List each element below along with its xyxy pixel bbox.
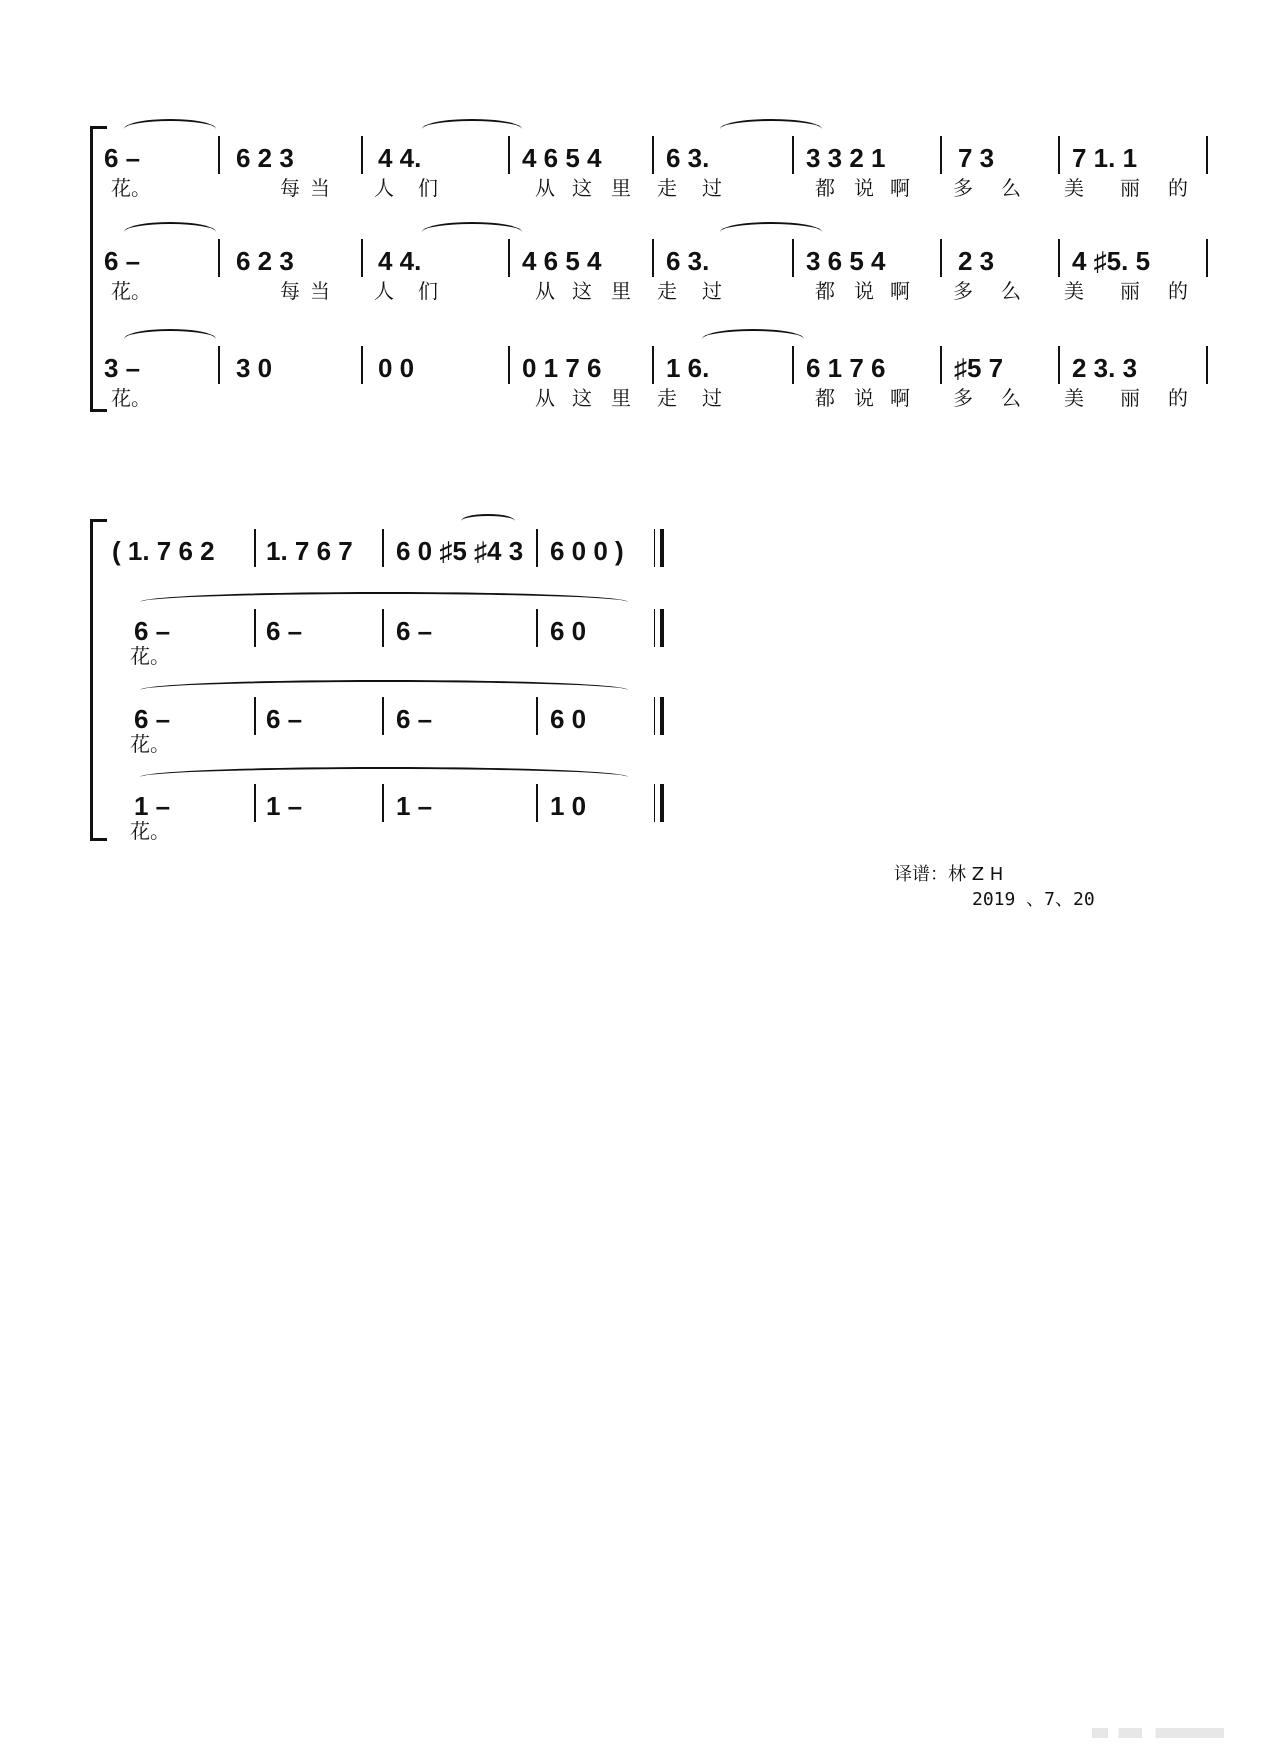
measure: 6 – [266, 616, 303, 646]
lyric-syllable: 里 [611, 386, 631, 410]
lyric-syllable: 啊 [890, 386, 910, 410]
lyric-syllable: 这 [572, 386, 592, 410]
lyric-syllable: 美 [1064, 176, 1084, 200]
barline [1206, 136, 1208, 174]
measure: 6 2 3 [236, 246, 294, 276]
lyric-syllable: 里 [611, 176, 631, 200]
lyric-syllable: 说 [854, 386, 874, 410]
lyric-syllable: 么 [1001, 279, 1021, 303]
measure: 6 – [266, 704, 303, 734]
slur-mark [124, 222, 216, 242]
measure: 3 3 2 1 [806, 143, 886, 173]
staff-3 [0, 322, 1272, 412]
lyric-syllable: 过 [702, 386, 722, 410]
lyric-syllable: 的 [1168, 176, 1188, 200]
barline [382, 697, 384, 735]
barline [1058, 346, 1060, 384]
barline [218, 239, 220, 277]
lyric-syllable: 过 [702, 279, 722, 303]
tie-mark [140, 592, 628, 612]
lyric-syllable: 走 [657, 386, 677, 410]
lyrics-row [0, 731, 1272, 757]
measure: 6 – [396, 616, 433, 646]
lyric-syllable: 从 [535, 386, 555, 410]
staff-1-ending [0, 585, 1272, 675]
system-1 [0, 112, 1272, 432]
credit-date: 2019 、7、20 [972, 889, 1095, 910]
lyric-syllable: 啊 [890, 279, 910, 303]
lyric-syllable: 过 [702, 176, 722, 200]
measure: 2 3. 3 [1072, 353, 1138, 383]
instrumental-staff [0, 505, 1272, 595]
barline [382, 784, 384, 822]
lyric-syllable: 每 [280, 176, 300, 200]
measure: 4 4. [378, 143, 422, 173]
corner-watermark [1092, 1728, 1224, 1738]
final-barline [654, 697, 664, 735]
measure: 4 6 5 4 [522, 246, 602, 276]
lyric-syllable: 丽 [1120, 386, 1140, 410]
staff-2 [0, 215, 1272, 305]
barline [792, 239, 794, 277]
barline [652, 136, 654, 174]
lyric-syllable: 说 [854, 176, 874, 200]
measure: 6 – [134, 704, 171, 734]
lyric-syllable: 么 [1001, 176, 1021, 200]
slur-mark [422, 222, 522, 242]
measure: 7 1. 1 [1072, 143, 1138, 173]
lyric-syllable: 每 [280, 279, 300, 303]
barline [536, 784, 538, 822]
final-barline [654, 529, 664, 567]
barline [536, 697, 538, 735]
barline [382, 609, 384, 647]
lyric-syllable: 从 [535, 279, 555, 303]
barline [1206, 239, 1208, 277]
measure: 4 ♯5. 5 [1072, 246, 1151, 276]
staff-2-ending [0, 673, 1272, 763]
measure: 6 0 [550, 616, 587, 646]
barline [1058, 239, 1060, 277]
lyric-syllable: 人 [374, 176, 394, 200]
barline [254, 697, 256, 735]
barline [652, 346, 654, 384]
lyric-syllable: 花。 [111, 386, 151, 410]
measure: 3 – [104, 353, 141, 383]
measure: 4 6 5 4 [522, 143, 602, 173]
barline [792, 346, 794, 384]
lyric-syllable: 们 [418, 176, 438, 200]
measure: 6 – [396, 704, 433, 734]
notation-row [0, 760, 1272, 824]
measure: 0 0 [378, 353, 415, 383]
notation-row [0, 112, 1272, 176]
lyric-syllable: 当 [310, 279, 330, 303]
lyrics-row [0, 643, 1272, 669]
lyric-syllable: 多 [953, 176, 973, 200]
translator-credit: 译谱：林 Z H [894, 864, 1004, 885]
lyric-syllable: 都 [815, 386, 835, 410]
lyric-syllable: 美 [1064, 386, 1084, 410]
slur-mark [422, 119, 522, 139]
lyrics-row [0, 278, 1272, 304]
measure: 1 0 [550, 791, 587, 821]
barline [508, 346, 510, 384]
lyric-syllable: 说 [854, 279, 874, 303]
notation-row [0, 673, 1272, 737]
lyric-syllable: 丽 [1120, 176, 1140, 200]
measure: 1 – [396, 791, 433, 821]
slur-mark [720, 222, 822, 242]
measure: 6 3. [666, 143, 710, 173]
lyrics-row [0, 818, 1272, 844]
barline [1058, 136, 1060, 174]
barline [508, 239, 510, 277]
lyric-syllable: 的 [1168, 279, 1188, 303]
lyric-syllable: 花。 [111, 279, 151, 303]
measure: 6 – [134, 616, 171, 646]
lyric-syllable: 这 [572, 176, 592, 200]
lyric-syllable: 走 [657, 176, 677, 200]
lyric-syllable: 花。 [111, 176, 151, 200]
measure: 1. 7 6 7 [266, 536, 353, 566]
lyric-syllable: 们 [418, 279, 438, 303]
barline [940, 346, 942, 384]
lyrics-row [0, 175, 1272, 201]
slur-mark [124, 329, 216, 349]
barline [218, 136, 220, 174]
lyric-syllable: 里 [611, 279, 631, 303]
measure: 3 0 [236, 353, 273, 383]
staff-1 [0, 112, 1272, 202]
measure: 7 3 [958, 143, 995, 173]
measure: 6 2 3 [236, 143, 294, 173]
lyric-syllable: 都 [815, 176, 835, 200]
barline [536, 529, 538, 567]
measure: ( 1. 7 6 2 [112, 536, 215, 566]
measure: 6 1 7 6 [806, 353, 886, 383]
lyric-syllable: 走 [657, 279, 677, 303]
measure: 6 0 ♯5 ♯4 3 [396, 536, 524, 566]
triplet-slur-mark [461, 514, 515, 528]
barline [940, 239, 942, 277]
barline [254, 529, 256, 567]
measure: 6 3. [666, 246, 710, 276]
barline [218, 346, 220, 384]
measure: 0 1 7 6 [522, 353, 602, 383]
notation-row [0, 215, 1272, 279]
final-barline [654, 609, 664, 647]
barline [508, 136, 510, 174]
lyric-syllable: 啊 [890, 176, 910, 200]
notation-row [0, 585, 1272, 649]
lyric-syllable: 么 [1001, 386, 1021, 410]
tie-mark [140, 767, 628, 787]
barline [382, 529, 384, 567]
measure: 3 6 5 4 [806, 246, 886, 276]
barline [361, 346, 363, 384]
lyric-syllable: 多 [953, 386, 973, 410]
measure: 6 – [104, 246, 141, 276]
lyric-syllable: 多 [953, 279, 973, 303]
lyric-syllable: 花。 [130, 732, 170, 756]
lyric-syllable: 这 [572, 279, 592, 303]
measure: 2 3 [958, 246, 995, 276]
lyric-syllable: 当 [310, 176, 330, 200]
slur-mark [702, 329, 804, 349]
notation-row [0, 505, 1272, 569]
measure: 4 4. [378, 246, 422, 276]
lyric-syllable: 从 [535, 176, 555, 200]
measure: 6 0 [550, 704, 587, 734]
slur-mark [720, 119, 822, 139]
barline [940, 136, 942, 174]
barline [361, 239, 363, 277]
staff-3-ending [0, 760, 1272, 850]
system-2 [0, 505, 1272, 863]
barline [792, 136, 794, 174]
barline [254, 609, 256, 647]
measure: ♯5 7 [954, 353, 1004, 383]
measure: 1 6. [666, 353, 710, 383]
lyric-syllable: 美 [1064, 279, 1084, 303]
barline [254, 784, 256, 822]
measure: 6 – [104, 143, 141, 173]
lyric-syllable: 都 [815, 279, 835, 303]
measure: 1 – [134, 791, 171, 821]
final-barline [654, 784, 664, 822]
lyric-syllable: 花。 [130, 644, 170, 668]
barline [1206, 346, 1208, 384]
lyric-syllable: 丽 [1120, 279, 1140, 303]
measure: 1 – [266, 791, 303, 821]
lyrics-row [0, 385, 1272, 411]
barline [361, 136, 363, 174]
slur-mark [124, 119, 216, 139]
tie-mark [140, 680, 628, 700]
lyric-syllable: 人 [374, 279, 394, 303]
lyric-syllable: 的 [1168, 386, 1188, 410]
lyric-syllable: 花。 [130, 819, 170, 843]
barline [652, 239, 654, 277]
barline [536, 609, 538, 647]
notation-row [0, 322, 1272, 386]
measure: 6 0 0 ) [550, 536, 624, 566]
